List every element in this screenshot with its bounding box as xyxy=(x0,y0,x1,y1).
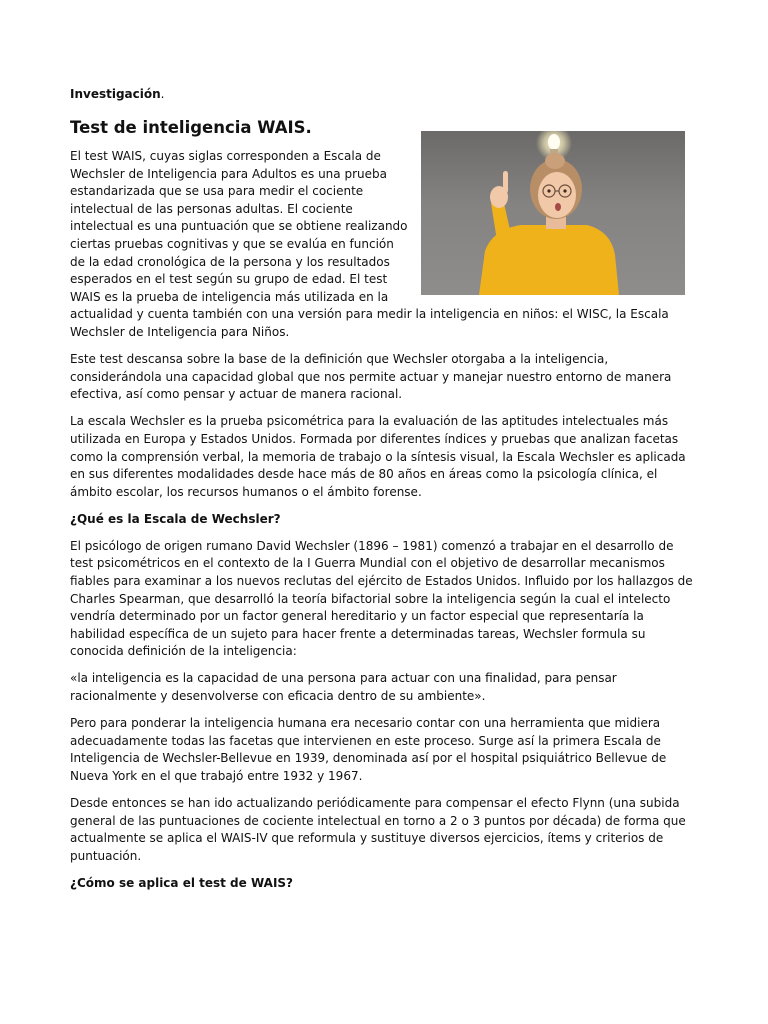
section-kicker xyxy=(70,86,698,103)
kicker-period: . xyxy=(160,87,165,101)
paragraph-flynn: Desde entonces se han ido actualizando periódicamente para compensar el efecto Flynn (una subida general de las puntuaciones de cociente intelectual en torno a 2 o 3 puntos por década) de forma que actualmente se aplica el WAIS-IV que reformula y sustituye diversos ejercicios, ítems y criterios de puntuación. xyxy=(70,796,686,863)
face xyxy=(538,172,576,218)
paragraph-bellevue: Pero para ponderar la inteligencia humana era necesario contar con una herramienta que midiera adecuadamente todas las facetas que intervienen en este proceso. Surge así la primera Escala de Inteligencia de Wechsler-Bellevue en 1939, denominada así por el hospital psiquiátrico Bellevue de Nueva York en el que trabajó entre 1932 y 1967. xyxy=(70,716,667,783)
intro-block xyxy=(70,148,698,342)
heading-que-es: ¿Qué es la Escala de Wechsler? xyxy=(70,511,281,526)
lightbulb-icon xyxy=(548,134,560,150)
paragraph-definition: Este test descansa sobre la base de la definición que Wechsler otorgaba a la inteligencia, considerándola una capacidad global que nos permite actuar y manejar nuestro entorno de manera efectiva, así como pensar y actuar de manera racional. xyxy=(70,352,672,402)
photo-woman-idea xyxy=(421,131,685,295)
heading-como-se-aplica: ¿Cómo se aplica el test de WAIS? xyxy=(70,875,294,890)
paragraph-intro: El test WAIS, cuyas siglas corresponden a Escala de Wechsler de Inteligencia para Adultos es una prueba estandarizada que se usa para medir el cociente intelectual de las personas adultas. El cociente intelectual es una puntuación que se obtiene realizando ciertas pruebas cognitivas y que se evalúa en función de la edad cronológica de la persona y los resultados esperados en el test según su grupo de edad. El test WAIS es la prueba de inteligencia más utilizada en la actualidad y cuenta también con una versión para medir la inteligencia en niños: el WISC, la Escala Wechsler de Inteligencia para Niños. xyxy=(70,149,669,339)
mouth xyxy=(555,203,561,211)
kicker-text: Investigación xyxy=(70,87,161,101)
hair-bun xyxy=(545,153,565,169)
paragraph-history: El psicólogo de origen rumano David Wechsler (1896 – 1981) comenzó a trabajar en el desarrollo de test psicométricos en el contexto de la I Guerra Mundial con el objetivo de desarrollar mecanismos fiables para examinar a los nuevos reclutas del ejército de Estados Unidos. Influido por los hallazgos de Charles Spearman, que desarrolló la teoría bifactorial sobre la inteligencia según la cual el intelecto vendría determinado por un factor general hereditario y un factor especial que representaría la habilidad específica de un sujeto para hacer frente a determinadas tareas, Wechsler formula su conocida definición de la inteligencia: xyxy=(70,538,693,659)
pointing-finger xyxy=(503,171,508,193)
paragraph-scale: La escala Wechsler es la prueba psicométrica para la evaluación de las aptitudes intelectuales más utilizada en Europa y Estados Unidos. Formada por diferentes índices y pruebas que analizan facetas como la comprensión verbal, la memoria de trabajo o la síntesis visual, la Escala Wechsler es aplicada en sus diferentes modalidades desde hace más de 80 años en áreas como la psicología clínica, el ámbito escolar, los recursos humanos o el ámbito forense. xyxy=(70,414,686,499)
document-page xyxy=(70,86,698,902)
document-title: Test de inteligencia WAIS. xyxy=(70,118,312,137)
paragraph-quote: «la inteligencia es la capacidad de una persona para actuar con una finalidad, para pensar racionalmente y desenvolverse con eficacia dentro de su ambiente». xyxy=(70,671,617,704)
photo-illustration xyxy=(421,131,685,295)
